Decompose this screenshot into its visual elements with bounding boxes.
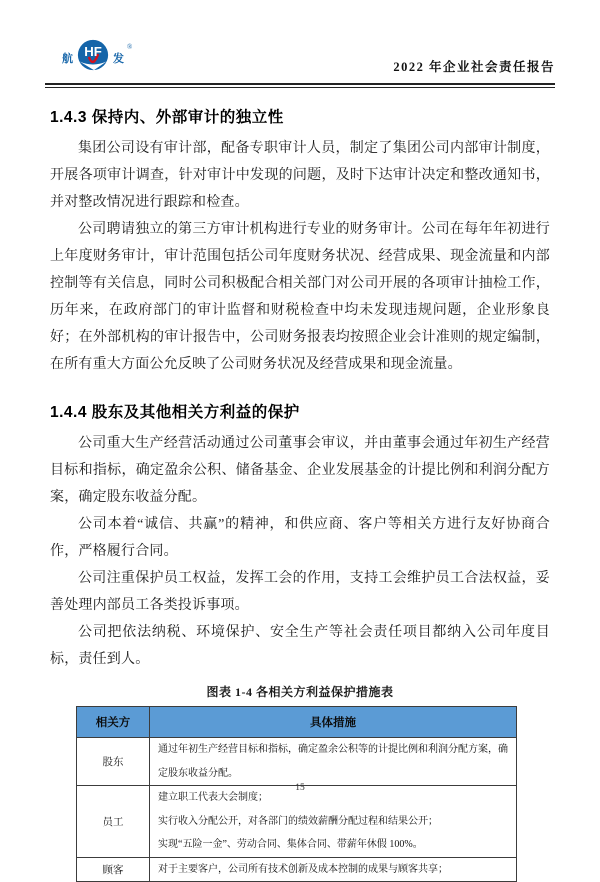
logo-right-char: 发 xyxy=(113,52,124,65)
measure-line: 通过年初生产经营目标和指标，确定盈余公积等的计提比例和利润分配方案，确定股东收益分配。 xyxy=(158,744,508,779)
page-header xyxy=(0,0,600,90)
company-logo xyxy=(62,38,132,77)
measure-line: 建立职工代表大会制度； xyxy=(158,792,268,803)
registered-trademark-mark: ® xyxy=(127,42,133,51)
party-cell-shareholders: 股东 xyxy=(77,738,150,786)
table-row xyxy=(77,786,517,858)
measures-cell xyxy=(150,786,517,858)
paragraph: 公司注重保护员工权益，发挥工会的作用，支持工会维护员工合法权益，妥善处理内部员工各类投诉事项。 xyxy=(50,571,550,613)
section-1-4-3-paragraphs xyxy=(50,135,550,378)
measure-line: 对于主要客户，公司所有技术创新及成本控制的成果与顾客共享； xyxy=(158,863,448,875)
document-body xyxy=(50,95,550,882)
logo-hf-globe-icon xyxy=(76,38,110,77)
table-header xyxy=(77,707,517,738)
header-double-rule xyxy=(45,83,555,88)
table-row xyxy=(77,857,517,882)
paragraph: 公司把依法纳税、环境保护、安全生产等社会责任项目都纳入公司年度目标，责任到人。 xyxy=(50,625,550,667)
paragraph: 公司重大生产经营活动通过公司董事会审议，并由董事会通过年初生产经营目标和指标，确定盈余公积、储备基金、企业发展基金的计提比例和利润分配方案，确定股东收益分配。 xyxy=(50,436,550,505)
table-header-row xyxy=(77,707,517,738)
table-body xyxy=(77,738,517,882)
paragraph: 集团公司设有审计部，配备专职审计人员，制定了集团公司内部审计制度，开展各项审计调查，针对审计中发现的问题，及时下达审计决定和整改通知书，并对整改情况进行跟踪和检查。 xyxy=(50,141,550,210)
party-cell-employees: 员工 xyxy=(77,786,150,858)
measures-cell xyxy=(150,857,517,882)
table-row xyxy=(77,738,517,786)
column-header-party: 相关方 xyxy=(77,707,150,738)
measures-cell xyxy=(150,738,517,786)
stakeholder-protection-table xyxy=(76,706,517,882)
paragraph: 公司本着“诚信、共赢”的精神，和供应商、客户等相关方进行友好协商合作，严格履行合同。 xyxy=(50,517,550,559)
section-heading-1-4-4: 1.4.4 股东及其他相关方利益的保护 xyxy=(50,404,300,421)
section-1-4-4-paragraphs xyxy=(50,430,550,673)
report-title: 2022 年企业社会责任报告 xyxy=(393,60,555,74)
party-cell-customers: 顾客 xyxy=(77,857,150,882)
measure-line: 实现“五险一金”、劳动合同、集体合同、带薪年休假 100%。 xyxy=(158,839,423,850)
measure-line: 实行收入分配公开，对各部门的绩效薪酬分配过程和结果公开； xyxy=(158,815,438,827)
column-header-measures: 具体措施 xyxy=(150,707,517,738)
paragraph: 公司聘请独立的第三方审计机构进行专业的财务审计。公司在每年年初进行上年度财务审计，审计范围包括公司年度财务状况、经营成果、现金流量和内部控制等有关信息，同时公司积极配合相关部门对公司开展的各项审计抽检工作，历年来，在政府部门的审计监督和财税检查中均未发现违规问题，企业形象良好；在外部机构的审计报告中，公司财务报表均按照企业会计准则的规定编制，在所有重大方面公允反映了公司财务状况及经营成果和现金流量。 xyxy=(50,222,550,372)
page-number: 15 xyxy=(295,783,305,793)
logo-left-char: 航 xyxy=(62,52,73,65)
section-heading-1-4-3: 1.4.3 保持内、外部审计的独立性 xyxy=(50,109,284,126)
svg-text:HF: HF xyxy=(84,43,102,59)
table-caption: 图表 1-4 各相关方利益保护措施表 xyxy=(206,685,394,699)
